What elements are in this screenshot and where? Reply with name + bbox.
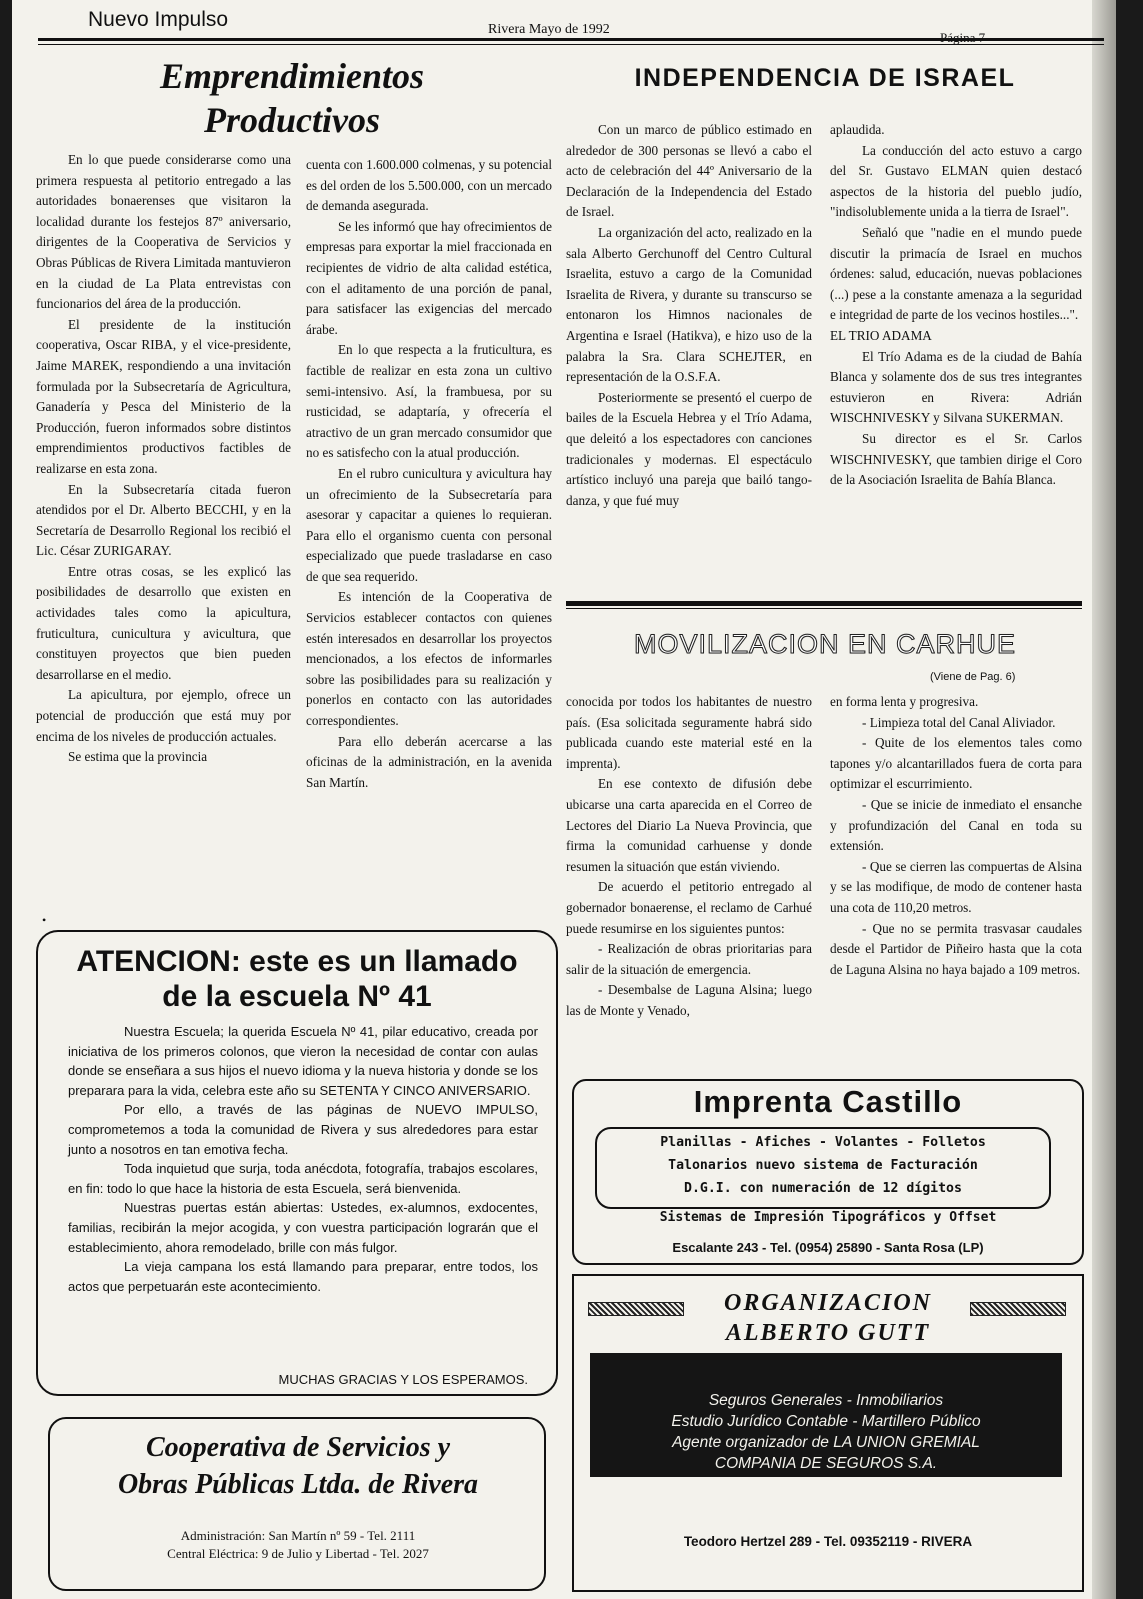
paragraph: cuenta con 1.600.000 colmenas, y su potencial es del orden de los 5.500.000, con un mercado de demanda asegurada. — [306, 157, 552, 214]
bullet-mark: • — [42, 913, 47, 927]
emprendimientos-col1 — [36, 150, 291, 768]
paragraph: - Desembalse de Laguna Alsina; luego las de Monte y Venado, — [566, 982, 812, 1018]
cooperativa-name — [48, 1429, 548, 1503]
cooperativa-name-line2: Obras Públicas Ltda. de Rivera — [117, 1469, 479, 1500]
paragraph: En la Subsecretaría citada fueron atendidos por el Dr. Alberto BECCHI, y en la Secretaría de Desarrollo Regional los recibió el Lic. César ZURIGARAY. — [36, 481, 291, 559]
paragraph: en forma lenta y progresiva. — [830, 694, 979, 709]
paragraph: Se estima que la provincia — [68, 749, 208, 765]
paragraph: Entre otras cosas, se les explicó las posibilidades de desarrollo que existen en actividades tales como la apicultura, fruticultura, cunicultura y avicultura, que constituyen proyectos que bien pueden desarrollarse en el medio. — [36, 563, 291, 682]
newspaper-page — [12, 0, 1116, 1599]
imprenta-line: Talonarios nuevo sistema de Facturación — [668, 1158, 978, 1173]
paragraph: Toda inquietud que surja, toda anécdota, fotografía, trabajos escolares, en fin: todo lo que hace la historia de esta Escuela, será bienvenida. — [68, 1161, 538, 1196]
section-divider-thin — [566, 608, 1082, 609]
paragraph: La conducción del acto estuvo a cargo del Sr. Gustavo ELMAN quien destacó aspectos de la historia del pueblo judío, "indisolublemente unida a la tierra de Israel". — [830, 142, 1082, 220]
organizacion-address: Teodoro Hertzel 289 - Tel. 09352119 - RIVERA — [683, 1534, 973, 1549]
cooperativa-address-1: Administración: San Martín nº 59 - Tel. 2111 — [180, 1528, 416, 1543]
paragraph: - Limpieza total del Canal Aliviador. — [862, 714, 1056, 730]
atencion-title-line1: ATENCION: este es un llamado — [76, 945, 518, 978]
paragraph: conocida por todos los habitantes de nuestro país. (Esa solicitada seguramente habrá sido publicada cuando este material esté en la imprenta). — [566, 694, 812, 771]
paragraph: Señaló que "nadie en el mundo puede discutir la primacía de Israel en muchos órdenes: salud, educación, nuevas poblaciones (...) pese a la constante amenaza a la seguridad e integridad de parte de los vecinos hostiles...". — [830, 224, 1082, 323]
paragraph: La vieja campana los está llamando para preparar, entre todos, los actos que perpetuarán este acontecimiento. — [68, 1259, 538, 1294]
paragraph: El Trío Adama es de la ciudad de Bahía Blanca y solamente dos de sus tres integrantes estuvieron en Rivera: Adrián WISCHNIVESKY y Silvana SUKERMAN. — [830, 348, 1082, 426]
imprenta-address: Escalante 243 - Tel. (0954) 25890 - Santa Rosa (LP) — [672, 1240, 984, 1255]
imprenta-services — [595, 1131, 1051, 1200]
organizacion-line: COMPANIA DE SEGUROS S.A. — [714, 1455, 938, 1472]
atencion-title-line2: de la escuela Nº 41 — [162, 980, 432, 1013]
imprenta-title: Imprenta Castillo — [693, 1084, 963, 1119]
organizacion-line: Seguros Generales - Inmobiliarios — [708, 1392, 944, 1409]
page-edge-shadow — [1092, 0, 1116, 1599]
paragraph: - Realización de obras prioritarias para salir de la situación de emergencia. — [566, 941, 812, 977]
emprendimientos-col2 — [306, 155, 552, 793]
paragraph: aplaudida. — [830, 122, 885, 137]
paragraph: De acuerdo el petitorio entregado al gobernador bonaerense, el reclamo de Carhué puede resumirse en los siguientes puntos: — [566, 879, 812, 936]
imprenta-line: D.G.I. con numeración de 12 dígitos — [684, 1181, 962, 1196]
organizacion-title-line1: ORGANIZACION — [723, 1290, 933, 1316]
cooperativa-address-2: Central Eléctrica: 9 de Julio y Libertad - Tel. 2027 — [167, 1546, 429, 1561]
paragraph: El presidente de la institución cooperativa, Oscar RIBA, y el vice-presidente, Jaime MAREK, respondiendo a una invitación formulada por la Subsecretaría de Agricultura, Ganadería y Pesca del Ministerio de la Producción, fueron informados sobre distintos emprendimientos productivos factibles de realizarse en esta zona. — [36, 316, 291, 476]
header-rule — [38, 38, 1104, 41]
paragraph: Para ello deberán acercarse a las oficinas de la administración, en la avenida San Martín. — [306, 733, 552, 790]
organizacion-line: Estudio Jurídico Contable - Martillero Público — [671, 1413, 981, 1430]
cooperativa-address — [48, 1527, 548, 1563]
paragraph: En lo que respecta a la fruticultura, es factible de realizar en esta zona un cultivo semi-intensivo. Así, la frambuesa, por su rusticidad, se adaptaría, y ofrecería el atractivo de un gran mercado consumidor que no es satisfecho con la atual producción. — [306, 342, 552, 461]
paper-name: Nuevo Impulso — [88, 8, 229, 31]
paragraph: En el rubro cunicultura y avicultura hay un ofrecimiento de la Subsecretaría para asesorar y capacitar a quienes lo requieran. Para ello el organismo cuenta con personal especializado que puede trasladarse en caso de que sea requerido. — [306, 465, 552, 584]
emprendimientos-title: Emprendimientos Productivos — [159, 56, 425, 140]
organizacion-title — [572, 1288, 1084, 1348]
paragraph: - Que se cierren las compuertas de Alsina y se las modifique, de modo de contener hasta una cota de 110,20 metros. — [830, 858, 1082, 915]
paragraph: Con un marco de público estimado en alrededor de 300 personas se llevó a cabo el acto de celebración del 44º Aniversario de la Declaración de la Independencia del Estado de Israel. — [566, 122, 812, 220]
paragraph: - Quite de los elementos tales como tapones y/o alcantarillados fuera de corta para optimizar el escurrimiento. — [830, 735, 1082, 792]
organizacion-services — [590, 1390, 1062, 1474]
paragraph: La apicultura, por ejemplo, ofrece un potencial de producción que está muy por encima de los niveles de producción actuales. — [36, 687, 291, 744]
atencion-closing: MUCHAS GRACIAS Y LOS ESPERAMOS. — [278, 1372, 528, 1387]
header-rule-thin — [38, 44, 1104, 45]
paragraph: - Que se inicie de inmediato el ensanche y profundización del Canal en toda su extensión. — [830, 796, 1082, 854]
israel-col2 — [830, 120, 1082, 491]
paragraph: - Que no se permita trasvasar caudales desde el Partidor de Piñeiro hasta que la cota de Laguna Alsina no haya bajado a 109 metros. — [830, 920, 1082, 977]
organizacion-title-line2: ALBERTO GUTT — [725, 1320, 931, 1346]
paragraph: La organización del acto, realizado en la sala Alberto Gerchunoff del Centro Cultural Israelita, estuvo a cargo de la Comunidad Israelita de Rivera, y durante su transcurso se entonaron los Himnos nacionales de Argentina e Israel (Hatikva), e hizo uso de la palabra la Sra. Clara SCHEJTER, en representación de la O.S.F.A. — [566, 224, 812, 385]
paragraph: En lo que puede considerarse como una primera respuesta al petitorio entregado a las autoridades bonaerenses que visitaron la localidad durante los festejos 87º aniversario, dirigentes de la Cooperativa de Servicios y Obras Públicas de Rivera Limitada mantuvieron en la ciudad de La Plata entrevistas con funcionarios del área de la producción. — [36, 152, 291, 312]
continued-note: (Viene de Pag. 6) — [930, 671, 1016, 683]
paragraph: Nuestra Escuela; la querida Escuela Nº 41, pilar educativo, creada por iniciativa de los primeros colonos, que vieron la necesidad de contar con aulas donde se enseñara a sus hijos el nuevo idioma y la nueva historia y donde se los preparara para la vida, celebra este año su SETENTA Y CINCO ANIVERSARIO. — [68, 1024, 538, 1098]
paragraph: Es intención de la Cooperativa de Servicios establecer contactos con quienes estén interesados en desarrollar los proyectos mencionados, a los efectos de informarles sobre las posibilidades para su realización y ponerlos en contacto con las autoridades correspondientes. — [306, 589, 552, 729]
paragraph: En ese contexto de difusión debe ubicarse una carta aparecida en el Correo de Lectores del Diario La Nueva Provincia, que firma la comunidad carhuense y donde resumen la situación que están viviendo. — [566, 776, 812, 874]
cooperativa-name-line1: Cooperativa de Servicios y — [145, 1432, 451, 1463]
section-divider — [566, 601, 1082, 606]
issue-date: Rivera Mayo de 1992 — [488, 22, 610, 37]
imprenta-systems: Sistemas de Impresión Tipográficos y Offset — [659, 1210, 997, 1225]
organizacion-line: Agente organizador de LA UNION GREMIAL — [672, 1434, 980, 1451]
carhue-col1 — [566, 692, 812, 1022]
paragraph: Su director es el Sr. Carlos WISCHNIVESKY, que tambien dirige el Coro de la Asociación Israelita de Bahía Blanca. — [830, 430, 1082, 488]
paragraph: Nuestras puertas están abiertas: Ustedes, ex-alumnos, exdocentes, familias, recibirán la mejor acogida, y con vuestra participación lograrán que el establecimiento, ahora remodelado, brille con más fulgor. — [68, 1200, 538, 1255]
page-number: Página 7 — [940, 30, 986, 45]
atencion-body — [68, 1022, 538, 1296]
carhue-title: MOVILIZACION EN CARHUE — [633, 629, 1017, 659]
paragraph: Se les informó que hay ofrecimientos de empresas para exportar la miel fraccionada en recipientes de vidrio de alta calidad estética, con el aditamento de una porción de panal, para satisfacer las exigencias del mercado árabe. — [306, 218, 552, 337]
carhue-col2 — [830, 692, 1082, 980]
imprenta-line: Planillas - Afiches - Volantes - Folletos — [660, 1135, 986, 1150]
israel-col1 — [566, 120, 812, 511]
subheading: EL TRIO ADAMA — [830, 327, 932, 343]
paragraph: Posteriormente se presentó el cuerpo de bailes de la Escuela Hebrea y el Trío Adama, que deleitó a los espectadores con canciones tradicionales y modernas. El espectáculo artístico incluyó una pareja que bailó tango-danza, y que fué muy — [566, 389, 812, 508]
paragraph: Por ello, a través de las páginas de NUEVO IMPULSO, comprometemos a toda la comunidad de Rivera y sus alrededores para estar junto a nosotros en tan emotiva fecha. — [68, 1102, 538, 1157]
atencion-title — [36, 944, 558, 1014]
israel-title: INDEPENDENCIA DE ISRAEL — [634, 64, 1016, 92]
